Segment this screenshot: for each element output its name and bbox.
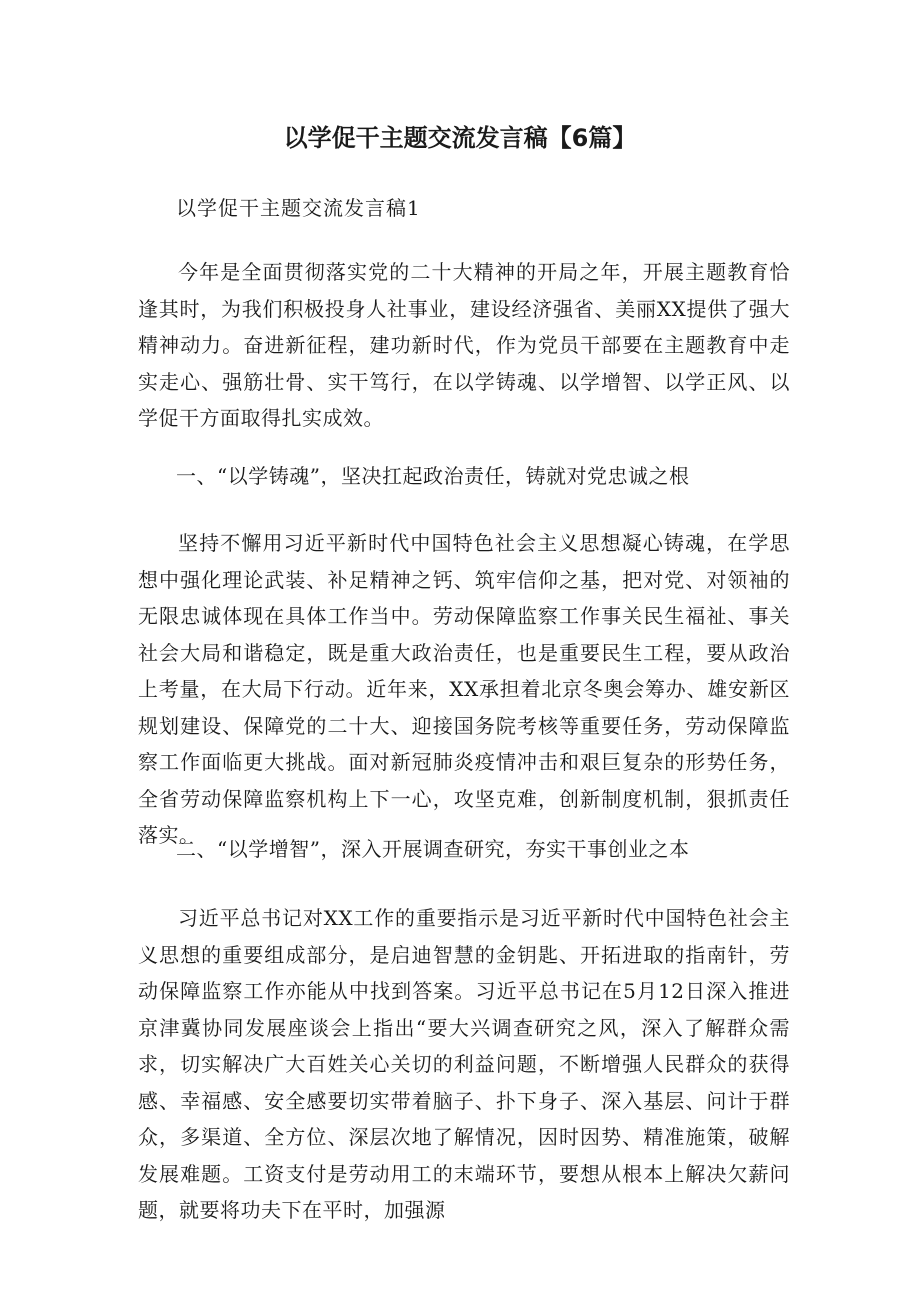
paragraph-intro: 今年是全面贯彻落实党的二十大精神的开局之年，开展主题教育恰逢其时，为我们积极投身人社事业，建设经济强省、美丽XX提供了强大精神动力。奋进新征程，建功新时代，作为党员干部要在主题教育中走实走心、强筋壮骨、实干笃行，在以学铸魂、以学增智、以学正风、以学促干方面取得扎实成效。: [138, 260, 790, 430]
section-heading-1: 一、“以学铸魂”，坚决扛起政治责任，铸就对党忠诚之根: [176, 464, 690, 488]
paragraph-section-1: 坚持不懈用习近平新时代中国特色社会主义思想凝心铸魂，在学思想中强化理论武装、补足精神之钙、筑牢信仰之基，把对党、对领袖的无限忠诚体现在具体工作当中。劳动保障监察工作事关民生福祉、事关社会大局和谐稳定，既是重大政治责任，也是重要民生工程，要从政治上考量，在大局下行动。近年来，XX承担着北京冬奥会筹办、雄安新区规划建设、保障党的二十大、迎接国务院考核等重要任务，劳动保障监察工作面临更大挑战。面对新冠肺炎疫情冲击和艰巨复杂的形势任务，全省劳动保障监察机构上下一心，攻坚克难，创新制度机制，狠抓责任落实。: [138, 531, 790, 847]
document-subtitle: 以学促干主题交流发言稿1: [176, 196, 421, 220]
section-heading-2: 二、“以学增智”，深入开展调查研究，夯实干事创业之本: [176, 837, 690, 861]
paragraph-section-2: 习近平总书记对XX工作的重要指示是习近平新时代中国特色社会主义思想的重要组成部分，是启迪智慧的金钥匙、开拓进取的指南针，劳动保障监察工作亦能从中找到答案。习近平总书记在5月12日深入推进京津冀协同发展座谈会上指出“要大兴调查研究之风，深入了解群众需求，切实解决广大百姓关心关切的利益问题，不断增强人民群众的获得感、幸福感、安全感要切实带着脑子、扑下身子、深入基层、问计于群众，多渠道、全方位、深层次地了解情况，因时因势、精准施策，破解发展难题。工资支付是劳动用工的末端环节，要想从根本上解决欠薪问题，就要将功夫下在平时，加强源: [138, 906, 790, 1222]
document-title: 以学促干主题交流发言稿【6篇】: [283, 124, 637, 152]
